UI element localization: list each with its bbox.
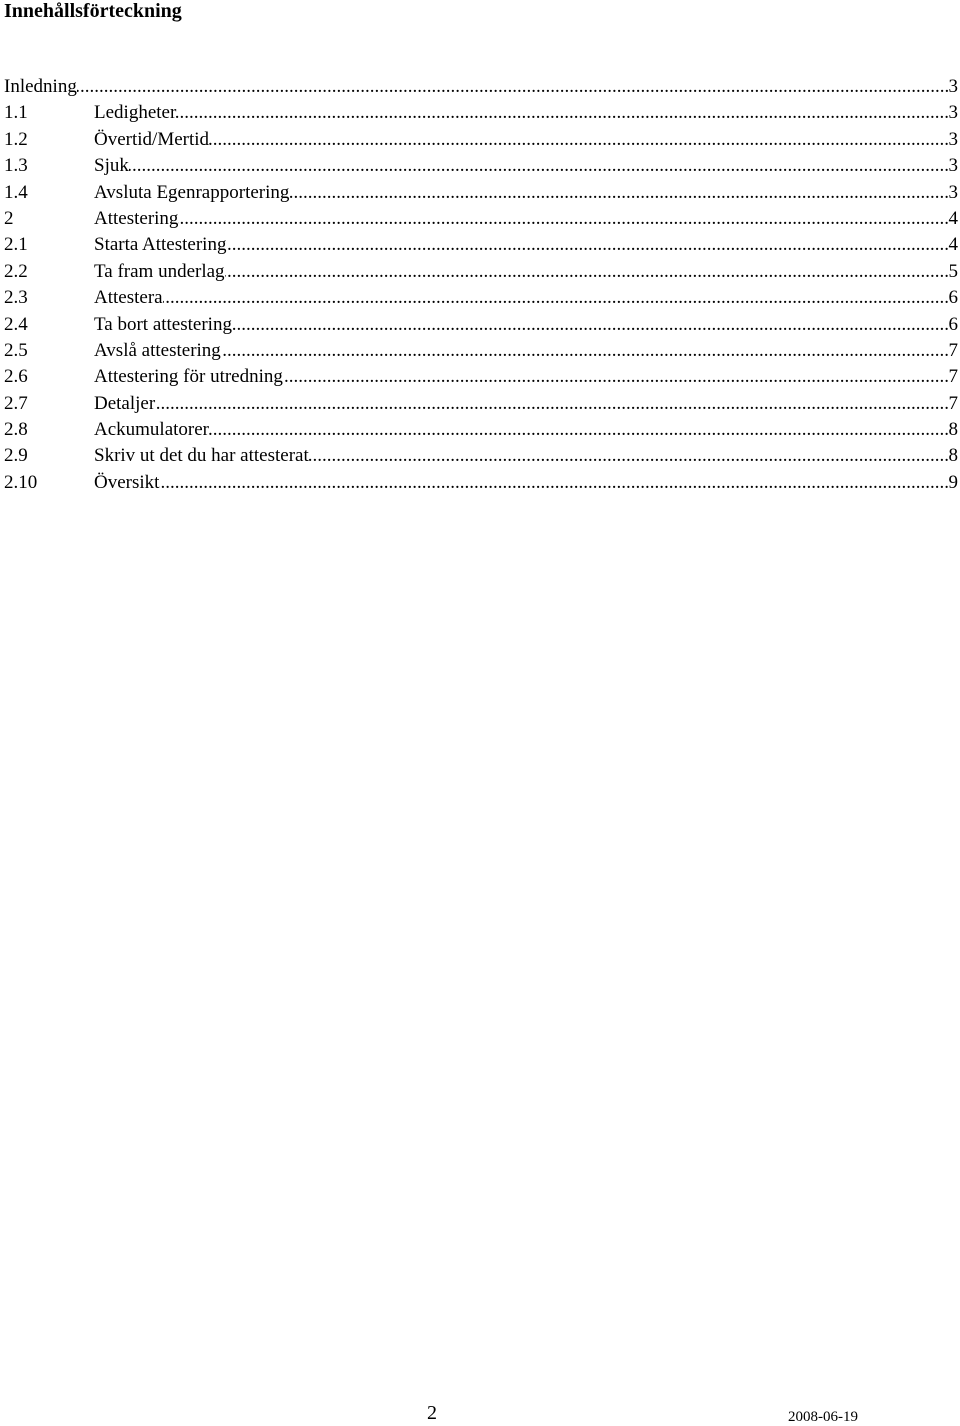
toc-entry-number: 2.1 <box>4 232 94 258</box>
toc-entry-page: 8 <box>948 443 959 469</box>
toc-entry-page: 3 <box>948 153 959 179</box>
toc-entry-body <box>94 100 958 126</box>
toc-entry-page: 3 <box>948 127 959 153</box>
toc-entry[interactable] <box>4 285 958 311</box>
toc-entry-number: 2.2 <box>4 259 94 285</box>
toc-entry-number: 2.6 <box>4 364 94 390</box>
toc-entry-body <box>94 364 958 390</box>
toc-entry-label: Övertid/Mertid <box>94 128 210 150</box>
toc-entry-page: 3 <box>948 100 959 126</box>
toc-entry[interactable] <box>4 391 958 417</box>
toc-entry-page: 3 <box>948 74 959 100</box>
footer-page-number: 2 <box>427 1402 437 1424</box>
toc-entry[interactable] <box>4 338 958 364</box>
toc-entry-page: 9 <box>948 470 959 496</box>
toc-entry-number: 1.2 <box>4 127 94 153</box>
toc-entry-label: Ledigheter <box>94 102 177 124</box>
toc-entry-label: Detaljer <box>94 392 156 414</box>
toc-entry-number: 2.5 <box>4 338 94 364</box>
toc-entry-label: Avslå attestering <box>94 339 221 361</box>
toc-entry[interactable] <box>4 364 958 390</box>
toc-entry-body <box>94 285 958 311</box>
toc-entry-body <box>94 338 958 364</box>
toc-entry-label: Attestera <box>94 287 163 309</box>
toc-entry[interactable] <box>4 180 958 206</box>
toc-entry-body <box>94 312 958 338</box>
toc-entry[interactable] <box>4 100 958 126</box>
toc-entry-label: Attestering för utredning <box>94 366 283 388</box>
toc-list <box>4 74 958 496</box>
toc-entry-page: 4 <box>948 206 959 232</box>
toc-entry-body <box>94 153 958 179</box>
toc-entry-number: 2.8 <box>4 417 94 443</box>
toc-entry-label: Starta Attestering <box>94 234 227 256</box>
toc-entry-page: 6 <box>948 285 959 311</box>
toc-entry-body <box>4 74 958 100</box>
toc-entry-page: 7 <box>948 338 959 364</box>
toc-entry-number: 2.7 <box>4 391 94 417</box>
toc-entry[interactable] <box>4 232 958 258</box>
toc-entry[interactable] <box>4 259 958 285</box>
toc-entry-body <box>94 206 958 232</box>
toc-entry-number: 1.4 <box>4 180 94 206</box>
toc-entry-number: 2.4 <box>4 312 94 338</box>
toc-entry[interactable] <box>4 127 958 153</box>
toc-entry-body <box>94 417 958 443</box>
toc-entry-page: 7 <box>948 391 959 417</box>
toc-entry-body <box>94 127 958 153</box>
toc-entry-page: 6 <box>948 312 959 338</box>
toc-entry-label: Avsluta Egenrapportering <box>94 181 290 203</box>
toc-entry-number: 2.3 <box>4 285 94 311</box>
toc-entry-body <box>94 232 958 258</box>
toc-entry-page: 7 <box>948 364 959 390</box>
toc-entry-page: 5 <box>948 259 959 285</box>
toc-entry-page: 8 <box>948 417 959 443</box>
toc-title: Innehållsförteckning <box>4 0 182 22</box>
toc-entry-label: Attestering <box>94 207 179 229</box>
footer-date: 2008-06-19 <box>788 1409 858 1425</box>
toc-entry[interactable] <box>4 153 958 179</box>
toc-entry-label: Ackumulatorer <box>94 419 210 441</box>
toc-entry-body <box>94 391 958 417</box>
toc-entry[interactable] <box>4 312 958 338</box>
toc-entry[interactable] <box>4 443 958 469</box>
toc-entry-body <box>94 443 958 469</box>
toc-entry-number: 1.3 <box>4 153 94 179</box>
toc-entry[interactable] <box>4 417 958 443</box>
toc-entry-label: Ta bort attestering <box>94 313 232 335</box>
toc-entry-body <box>94 470 958 496</box>
toc-entry-page: 4 <box>948 232 959 258</box>
toc-entry-number: 2.9 <box>4 443 94 469</box>
toc-entry-label: Inledning <box>4 76 77 97</box>
toc-entry[interactable] <box>4 74 958 100</box>
toc-entry-label: Sjuk <box>94 155 129 177</box>
toc-entry-label: Skriv ut det du har attesterat <box>94 445 309 467</box>
toc-entry-label: Ta fram underlag <box>94 260 225 282</box>
toc-entry[interactable] <box>4 206 958 232</box>
toc-entry[interactable] <box>4 470 958 496</box>
toc-entry-number: 2.10 <box>4 470 94 496</box>
toc-entry-body <box>94 180 958 206</box>
toc-entry-number: 1.1 <box>4 100 94 126</box>
toc-entry-body <box>94 259 958 285</box>
toc-entry-number: 2 <box>4 206 94 232</box>
toc-entry-label: Översikt <box>94 471 160 493</box>
toc-entry-page: 3 <box>948 180 959 206</box>
